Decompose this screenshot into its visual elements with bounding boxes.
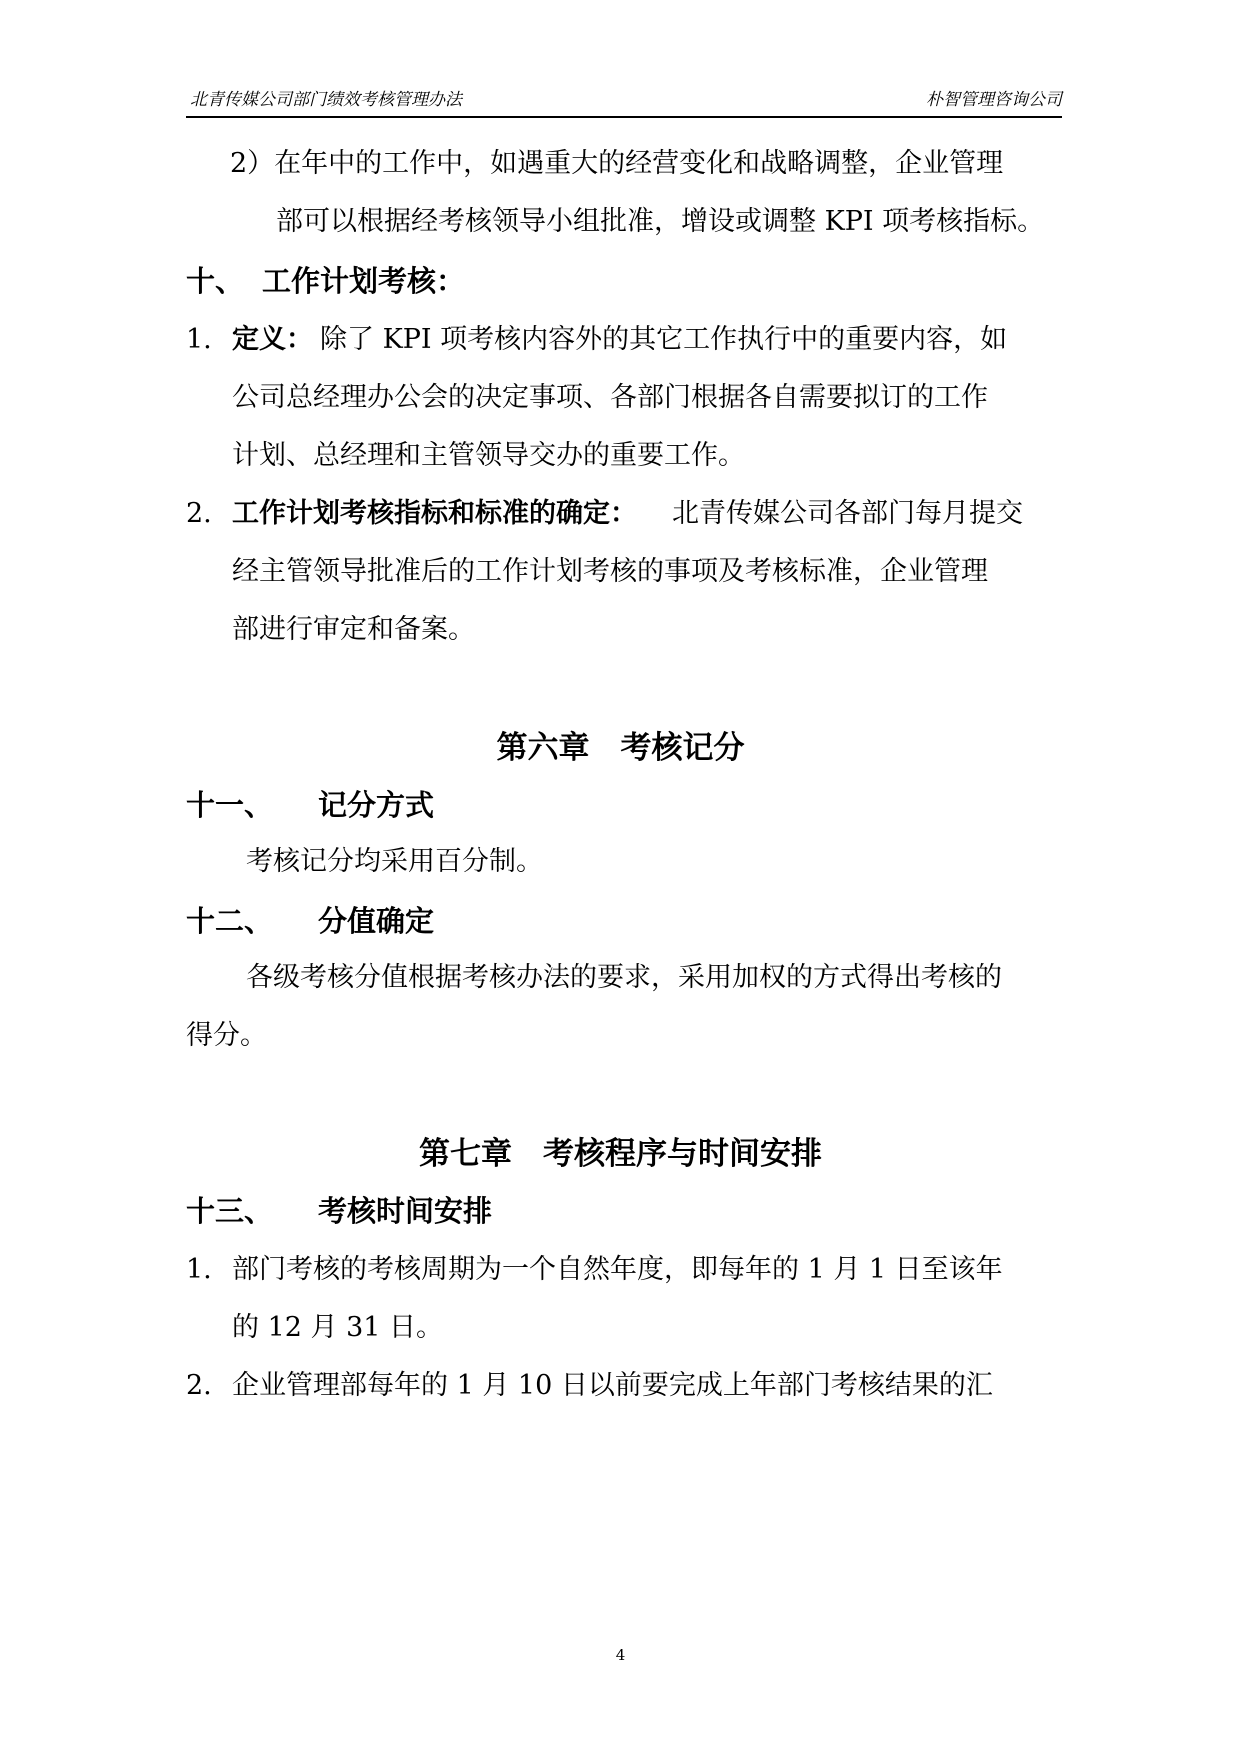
header-document-title: 北青传媒公司部门绩效考核管理办法	[190, 90, 462, 110]
section-13-item-2-line-1: 企业管理部每年的 1 月 10 日以前要完成上年部门考核结果的汇	[232, 1370, 993, 1401]
section-13-item-2-number: 2.	[186, 1370, 212, 1401]
section-13-item-1-number: 1.	[186, 1254, 212, 1285]
item-2-number: 2.	[186, 498, 212, 529]
section-13-title: 考核时间安排	[318, 1194, 493, 1228]
item-2-label: 工作计划考核指标和标准的确定：	[232, 498, 637, 529]
section-12-number: 十二、	[186, 904, 274, 938]
item-2-line-1: 北青传媒公司各部门每月提交	[672, 498, 1023, 529]
section-13-item-1-line-2: 的 12 月 31 日。	[232, 1312, 444, 1343]
section-10-number: 十、	[186, 264, 245, 298]
item-2-line-2: 经主管领导批准后的工作计划考核的事项及考核标准，企业管理	[232, 556, 988, 587]
section-13-item-1-line-1: 部门考核的考核周期为一个自然年度，即每年的 1 月 1 日至该年	[232, 1254, 1003, 1285]
item-1-number: 1.	[186, 324, 212, 355]
adjust-item-line-1: 2）在年中的工作中，如遇重大的经营变化和战略调整，企业管理	[230, 148, 1004, 179]
section-11-title: 记分方式	[318, 788, 435, 822]
item-1-line-3: 计划、总经理和主管领导交办的重要工作。	[232, 440, 745, 471]
section-11-body: 考核记分均采用百分制。	[246, 846, 543, 877]
item-1-label: 定义：	[232, 324, 313, 355]
section-11-number: 十一、	[186, 788, 274, 822]
adjust-item-line-2: 部可以根据经考核领导小组批准，增设或调整 KPI 项考核指标。	[276, 206, 1045, 237]
chapter-6-title: 第六章 考核记分	[496, 730, 745, 766]
page-header	[186, 86, 1062, 118]
page-number: 4	[615, 1646, 626, 1664]
section-10-title: 工作计划考核：	[262, 264, 466, 298]
section-12-line-1: 各级考核分值根据考核办法的要求，采用加权的方式得出考核的	[246, 962, 1002, 993]
header-company-name: 朴智管理咨询公司	[926, 90, 1062, 110]
item-1-line-2: 公司总经理办公会的决定事项、各部门根据各自需要拟订的工作	[232, 382, 988, 413]
section-12-title: 分值确定	[318, 904, 435, 938]
item-1-line-1: 除了 KPI 项考核内容外的其它工作执行中的重要内容，如	[320, 324, 1008, 355]
chapter-7-title: 第七章 考核程序与时间安排	[419, 1136, 822, 1172]
item-2-line-3: 部进行审定和备案。	[232, 614, 475, 645]
section-13-number: 十三、	[186, 1194, 274, 1228]
section-12-line-2: 得分。	[186, 1020, 267, 1051]
